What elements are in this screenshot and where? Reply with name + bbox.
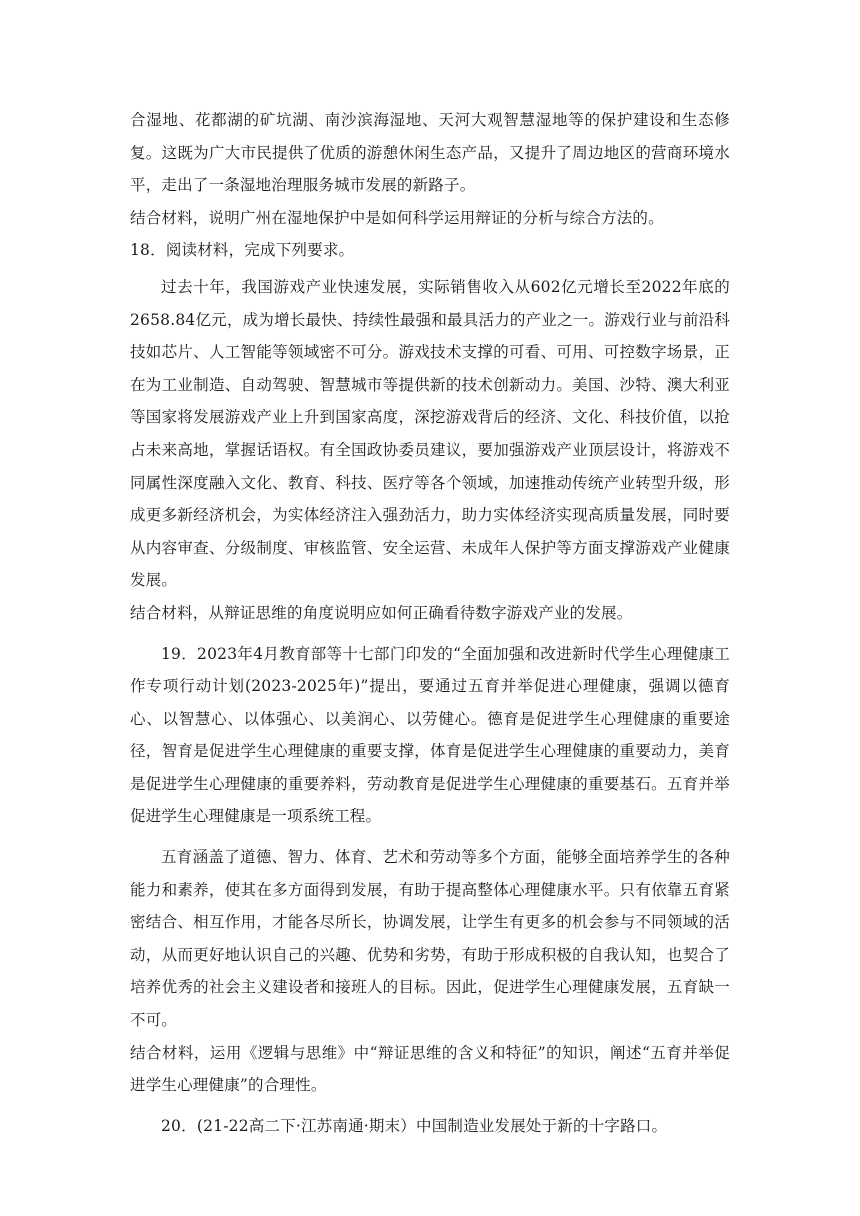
question-19-material-2: 五育涵盖了道德、智力、体育、艺术和劳动等多个方面，能够全面培养学生的各种能力和素养，使其在多方面得到发展，有助于提高整体心理健康水平。只有依靠五育紧密结合、相互作用，才能各尽所长，协调发展，让学生有更多的机会参与不同领域的活动，从而更好地认识自己的兴趣、优势和劣势，有助于形成积极的自我认知，也契合了培养优秀的社会主义建设者和接班人的目标。因此，促进学生心理健康发展，五育缺一不可。 [130,848,730,1030]
question-17-prompt: 结合材料，说明广州在湿地保护中是如何科学运用辩证的分析与综合方法的。 [130,208,664,227]
question-19-prompt: 结合材料，运用《逻辑与思维》中“辩证思维的含义和特征”的知识，阐述“五育并举促进学生心理健康”的合理性。 [130,1043,730,1095]
question-20-title: 20．(21-22高二下·江苏南通·期末）中国制造业发展处于新的十字路口。 [161,1116,668,1135]
question-18-prompt: 结合材料，从辩证思维的角度说明应如何正确看待数字游戏产业的发展。 [130,603,633,622]
question-19-material-1: 19．2023年4月教育部等十七部门印发的“全面加强和改进新时代学生心理健康工作专项行动计划(2023-2025年)”提出，要通过五育并举促进心理健康，强调以德育心、以智慧心、以体强心、以美润心、以劳健心。德育是促进学生心理健康的重要途径，智育是促进学生心理健康的重要支撑，体育是促进学生心理健康的重要动力，美育是促进学生心理健康的重要养料，劳动教育是促进学生心理健康的重要基石。五育并举促进学生心理健康是一项系统工程。 [130,644,730,826]
material-paragraph-wetlands: 合湿地、花都湖的矿坑湖、南沙滨海湿地、天河大观智慧湿地等的保护建设和生态修复。这既为广大市民提供了优质的游憩休闲生态产品，又提升了周边地区的营商环境水平，走出了一条湿地治理服务城市发展的新路子。 [130,111,730,195]
question-18-title: 18．阅读材料，完成下列要求。 [130,241,355,260]
document-page [130,104,730,1142]
question-18-material: 过去十年，我国游戏产业快速发展，实际销售收入从602亿元增长至2022年底的2658.84亿元，成为增长最快、持续性最强和最具活力的产业之一。游戏行业与前沿科技如芯片、人工智能等领域密不可分。游戏技术支撑的可看、可用、可控数字场景，正在为工业制造、自动驾驶、智慧城市等提供新的技术创新动力。美国、沙特、澳大利亚等国家将发展游戏产业上升到国家高度，深挖游戏背后的经济、文化、科技价值，以抢占未来高地，掌握话语权。有全国政协委员建议，要加强游戏产业顶层设计，将游戏不同属性深度融入文化、教育、科技、医疗等各个领域，加速推动传统产业转型升级，形成更多新经济机会，为实体经济注入强劲活力，助力实体经济实现高质量发展，同时要从内容审查、分级制度、审核监管、安全运营、未成年人保护等方面支撑游戏产业健康发展。 [130,277,730,590]
